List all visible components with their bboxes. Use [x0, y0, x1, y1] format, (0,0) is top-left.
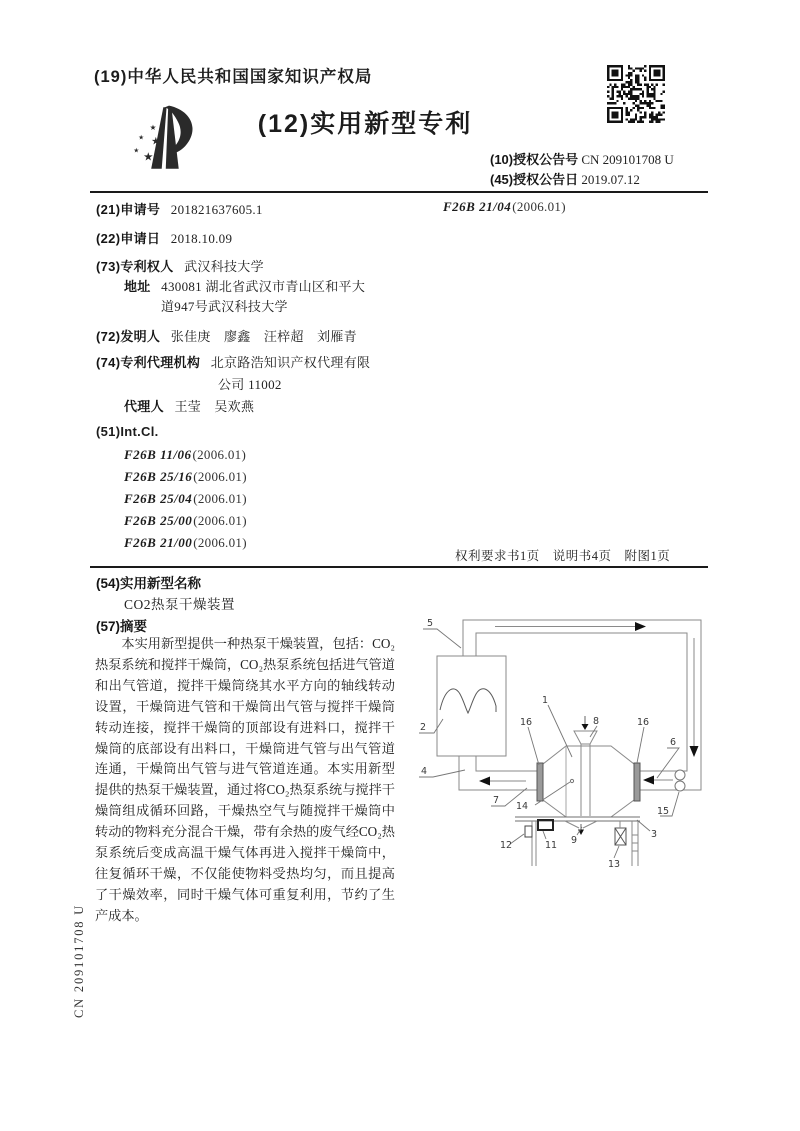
figure-label: 9	[571, 835, 578, 846]
leader-line	[423, 629, 461, 648]
document-type-title: (12)实用新型专利	[257, 110, 473, 138]
intcl-code: F26B 11/06	[124, 447, 192, 462]
discharge-funnel	[583, 821, 597, 828]
inventors: 张佳庚 廖鑫 汪梓超 刘雁青	[170, 329, 357, 344]
intcl-code-row	[124, 491, 247, 507]
patentee-label: (73)专利权人	[96, 259, 174, 274]
component-12-box	[525, 826, 532, 837]
intcl-year: (2006.01)	[193, 491, 247, 506]
figure-label: 12	[500, 840, 513, 851]
intcl-primary-code: F26B 21/04	[443, 199, 512, 214]
agency-row	[96, 352, 370, 371]
intcl-code: F26B 25/00	[124, 513, 193, 528]
publication-number-label: (10)授权公告号	[490, 152, 579, 167]
arrow-right-icon	[635, 622, 646, 631]
logo-star-icon: ★	[133, 147, 140, 155]
logo-star-icon: ★	[149, 123, 157, 132]
intcl-year: (2006.01)	[193, 513, 247, 528]
figure-label: 5	[427, 618, 434, 629]
figure-label: 1	[542, 695, 549, 706]
figure-label: 2	[420, 722, 427, 733]
agency-label: (74)专利代理机构	[96, 355, 201, 370]
qr-code	[607, 65, 665, 123]
agent-label: 代理人	[124, 399, 164, 414]
drum-left-seal	[537, 763, 543, 801]
intcl-year: (2006.01)	[193, 535, 247, 550]
feed-hopper	[574, 731, 597, 744]
intcl-code: F26B 21/00	[124, 535, 193, 550]
logo-star-icon: ★	[143, 151, 154, 164]
logo-star-icon: ★	[138, 134, 145, 142]
patentee: 武汉科技大学	[184, 259, 264, 274]
application-number-label: (21)申请号	[96, 202, 161, 217]
figure-label: 13	[608, 859, 621, 870]
leader-line	[637, 727, 644, 763]
address-line1: 430081 湖北省武汉市青山区和平大	[161, 279, 366, 294]
vertical-publication-number: CN 209101708 U	[72, 903, 86, 1018]
agents: 王莹 吴欢燕	[174, 399, 255, 414]
application-date-row	[96, 228, 232, 247]
publication-date-label: (45)授权公告日	[490, 172, 579, 187]
outlet-duct-outer	[459, 756, 537, 790]
application-date-label: (22)申请日	[96, 231, 161, 246]
fan-circle	[675, 770, 685, 780]
inventors-row	[96, 326, 357, 345]
application-date: 2018.10.09	[170, 231, 233, 246]
figure-label: 3	[651, 829, 658, 840]
intcl-row	[96, 424, 159, 439]
abstract-text: 本实用新型提供一种热泵干燥装置，包括：CO₂热泵系统和搅拌干燥筒，CO₂热泵系统包括进气管道和出气管道，搅拌干燥筒绕其水平方向的轴线转动设置，干燥筒进气管和干燥筒出气管与搅拌干燥筒转动连接，搅拌干燥筒的顶部设有进料口，搅拌干燥筒的底部设有出料口，干燥筒进气管与出气管道连通，干燥筒出气管与进气管道连通。本实用新型提供的热泵干燥装置，通过将CO₂热泵系统与搅拌干燥筒组成循环回路，干燥热空气与随搅拌干燥筒中转动的物料充分混合干燥，带有余热的废气经CO₂热泵系统后变成高温干燥气体再进入搅拌干燥筒中，往复循环干燥，不仅能使物料受热均匀，而且提高了干燥效率，同时干燥气体可重复利用，节约了生产成本。	[95, 636, 395, 923]
leader-line	[637, 820, 650, 831]
publication-date: 2019.07.12	[581, 172, 640, 187]
address-row	[124, 276, 365, 295]
arrow-down-icon	[690, 746, 699, 757]
intcl-code: F26B 25/16	[124, 469, 193, 484]
logo-star-icon: ★	[151, 136, 161, 148]
pages-info: 权利要求书1页 说明书4页 附图1页	[455, 549, 671, 563]
leader-line	[543, 831, 546, 839]
application-number: 201821637605.1	[170, 202, 263, 217]
header-divider	[90, 191, 708, 193]
agency-line1: 北京路浩知识产权代理有限	[210, 355, 371, 370]
agency-line2: 公司 11002	[218, 377, 282, 392]
abstract-label: (57)摘要	[96, 619, 148, 634]
agency-row-2	[218, 374, 282, 393]
arrow-left-icon	[479, 777, 490, 786]
intcl-primary-row	[443, 199, 566, 215]
patent-figure	[407, 598, 725, 890]
section-divider	[90, 566, 708, 568]
figure-label: 15	[657, 806, 670, 817]
address-line2: 道947号武汉科技大学	[161, 299, 288, 314]
patent-office-name: (19)中华人民共和国国家知识产权局	[94, 68, 373, 86]
intcl-label: (51)Int.Cl.	[96, 424, 159, 439]
intcl-code-row	[124, 469, 247, 485]
inventors-label: (72)发明人	[96, 329, 161, 344]
discharge-funnel	[565, 821, 579, 828]
outer-pipe	[463, 620, 701, 790]
figure-label: 8	[593, 716, 600, 727]
figure-label: 7	[493, 795, 500, 806]
drum-center-mark	[570, 779, 573, 782]
coil-wave	[440, 689, 496, 713]
publication-number: CN 209101708 U	[581, 152, 674, 167]
figure-label: 4	[421, 766, 428, 777]
figure-label: 16	[637, 717, 650, 728]
intcl-year: (2006.01)	[192, 447, 247, 462]
intcl-code-row	[124, 447, 246, 463]
fan-circle	[675, 781, 685, 791]
publication-date-row	[490, 169, 640, 188]
stirring-drum	[543, 746, 634, 817]
intcl-code: F26B 25/04	[124, 491, 193, 506]
utility-model-title: CO2热泵干燥装置	[124, 597, 236, 612]
address-label: 地址	[124, 279, 151, 294]
figure-label: 6	[670, 737, 677, 748]
leader-line	[510, 834, 524, 844]
intcl-code-row	[124, 513, 247, 529]
drum-right-seal	[634, 763, 640, 801]
address-row-2	[161, 296, 288, 315]
cnipa-logo	[128, 104, 210, 172]
intcl-year: (2006.01)	[193, 469, 247, 484]
intcl-primary-year: (2006.01)	[512, 199, 566, 214]
intcl-code-row	[124, 535, 247, 551]
utility-model-name-label: (54)实用新型名称	[96, 576, 202, 591]
figure-label: 11	[545, 840, 558, 851]
figure-label: 16	[520, 717, 533, 728]
leader-line	[528, 727, 539, 765]
agent-row	[124, 396, 254, 415]
leader-line	[548, 705, 572, 757]
application-number-row	[96, 199, 263, 218]
arrow-down-small-icon	[582, 724, 589, 730]
patentee-row	[96, 256, 264, 275]
arrow-left-icon	[643, 776, 654, 785]
outlet-duct-inner	[476, 756, 537, 771]
publication-number-row	[490, 149, 674, 168]
figure-label: 14	[516, 801, 529, 812]
leader-line	[614, 846, 619, 858]
